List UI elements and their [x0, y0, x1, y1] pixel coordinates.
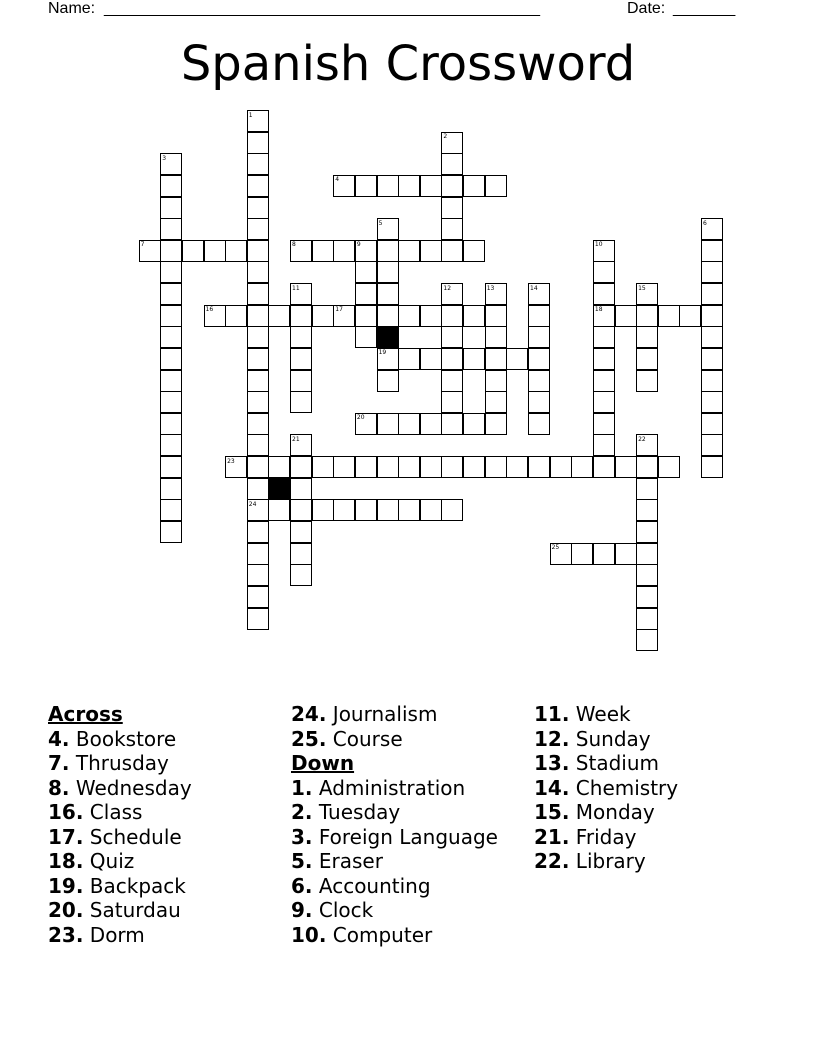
crossword-cell[interactable]: [398, 175, 420, 197]
crossword-cell[interactable]: [463, 413, 485, 435]
crossword-cell[interactable]: [355, 326, 377, 348]
cell-number: 24: [248, 500, 257, 508]
crossword-cell[interactable]: [528, 326, 550, 348]
crossword-cell[interactable]: [701, 456, 723, 478]
crossword-cell[interactable]: [377, 175, 399, 197]
crossword-cell[interactable]: [160, 348, 182, 370]
crossword-cell[interactable]: [636, 456, 658, 478]
crossword-cell[interactable]: [247, 608, 269, 630]
down-heading: Down: [291, 751, 355, 775]
crossword-cell[interactable]: [247, 326, 269, 348]
crossword-cell[interactable]: [160, 261, 182, 283]
crossword-cell[interactable]: [441, 370, 463, 392]
clue-number: 11.: [534, 702, 570, 726]
crossword-cell[interactable]: [550, 456, 572, 478]
crossword-cell[interactable]: [268, 456, 290, 478]
crossword-cell[interactable]: [701, 413, 723, 435]
clue-down-14: [534, 776, 678, 801]
crossword-cell[interactable]: [463, 305, 485, 327]
clue-number: 2.: [291, 800, 313, 824]
cell-number: 21: [292, 435, 300, 443]
clue-text: Dorm: [89, 922, 145, 947]
cell-number: 7: [140, 241, 145, 249]
cell-number: 17: [335, 306, 343, 314]
clue-across-4: [48, 727, 192, 752]
clue-down-9: [291, 898, 498, 923]
clue-number: 20.: [48, 898, 84, 922]
crossword-cell[interactable]: [247, 456, 269, 478]
cell-number: 8: [292, 241, 296, 249]
crossword-cell[interactable]: [441, 326, 463, 348]
clue-across-19: [48, 874, 192, 899]
crossword-cell[interactable]: [247, 370, 269, 392]
crossword-cell[interactable]: [247, 132, 269, 154]
crossword-cell[interactable]: [485, 413, 507, 435]
crossword-cell[interactable]: [485, 348, 507, 370]
crossword-cell[interactable]: [247, 305, 269, 327]
clue-text: Week: [575, 702, 631, 726]
clue-text: Quiz: [89, 849, 135, 873]
crossword-cell[interactable]: [290, 456, 312, 478]
crossword-cell[interactable]: [636, 521, 658, 543]
crossword-cell[interactable]: [463, 175, 485, 197]
crossword-cell[interactable]: [593, 434, 615, 456]
crossword-cell[interactable]: [420, 348, 442, 370]
clue-number: 4.: [48, 726, 70, 751]
cell-number: 23: [227, 457, 235, 465]
crossword-cell[interactable]: [593, 391, 615, 413]
name-label: Name:: [48, 0, 96, 17]
clue-number: 13.: [534, 751, 570, 775]
crossword-cell[interactable]: [485, 305, 507, 327]
clue-number: 7.: [48, 751, 70, 775]
crossword-cell[interactable]: [290, 391, 312, 413]
crossword-cell[interactable]: [593, 456, 615, 478]
crossword-cell[interactable]: [160, 456, 182, 478]
crossword-cell[interactable]: [615, 305, 637, 327]
cell-number: 25: [551, 544, 560, 552]
clue-text: Chemistry: [575, 775, 679, 800]
clue-text: Thrusday: [75, 751, 169, 775]
clue-number: 15.: [534, 800, 570, 824]
cell-number: 14: [530, 284, 538, 292]
cell-number: 3: [162, 154, 167, 162]
crossword-cell[interactable]: [593, 370, 615, 392]
crossword-cell[interactable]: [290, 326, 312, 348]
crossword-cell[interactable]: [398, 305, 420, 327]
cell-number: 18: [594, 306, 603, 314]
crossword-cell[interactable]: [528, 370, 550, 392]
crossword-cell[interactable]: [636, 564, 658, 586]
crossword-cell[interactable]: [247, 521, 269, 543]
crossword-cell[interactable]: [701, 434, 723, 456]
clue-number: 12.: [534, 726, 570, 751]
crossword-cell[interactable]: [593, 283, 615, 305]
crossword-cell[interactable]: [398, 240, 420, 262]
clue-down-15: [534, 800, 678, 825]
crossword-cell[interactable]: [247, 564, 269, 586]
crossword-cell[interactable]: [377, 261, 399, 283]
cell-number: 12: [443, 284, 452, 292]
clue-text: Bookstore: [75, 726, 177, 751]
crossword-cell[interactable]: [268, 499, 290, 521]
clue-down-10: [291, 923, 498, 948]
clue-across-18: [48, 849, 192, 874]
clue-number: 16.: [48, 800, 84, 824]
cell-number: 15: [638, 284, 646, 292]
crossword-cell[interactable]: [247, 478, 269, 500]
crossword-cell[interactable]: [160, 499, 182, 521]
crossword-cell[interactable]: [247, 543, 269, 565]
crossword-cell[interactable]: [701, 305, 723, 327]
crossword-cell[interactable]: [636, 326, 658, 348]
crossword-cell[interactable]: [701, 240, 723, 262]
clue-number: 22.: [534, 849, 570, 873]
crossword-cell[interactable]: [679, 305, 701, 327]
clue-number: 10.: [291, 922, 327, 947]
crossword-cell[interactable]: [377, 413, 399, 435]
crossword-cell[interactable]: [225, 305, 247, 327]
clue-across-25: [291, 727, 498, 752]
crossword-cell[interactable]: [160, 370, 182, 392]
clue-number: 1.: [291, 775, 313, 800]
clue-text: Clock: [318, 898, 374, 922]
clue-across-24: [291, 702, 498, 727]
crossword-cell[interactable]: [160, 240, 182, 262]
crossword-cell[interactable]: [160, 197, 182, 219]
clue-text: Sunday: [575, 726, 651, 751]
clue-down-11: [534, 702, 678, 727]
crossword-cell[interactable]: [485, 370, 507, 392]
clue-across-23: [48, 923, 192, 948]
crossword-cell[interactable]: [636, 499, 658, 521]
clue-number: 18.: [48, 849, 84, 873]
clue-number: 17.: [48, 824, 84, 849]
crossword-block: [377, 326, 399, 348]
clue-column-1: [48, 702, 192, 947]
crossword-cell[interactable]: [420, 456, 442, 478]
cell-number: 11: [292, 284, 300, 292]
crossword-cell[interactable]: [636, 305, 658, 327]
clue-down-22: [534, 849, 678, 874]
crossword-cell[interactable]: [701, 348, 723, 370]
crossword-cell[interactable]: [636, 629, 658, 651]
crossword-cell[interactable]: [485, 175, 507, 197]
crossword-cell[interactable]: [355, 456, 377, 478]
crossword-cell[interactable]: [420, 499, 442, 521]
crossword-cell[interactable]: [247, 153, 269, 175]
crossword-cell[interactable]: [377, 499, 399, 521]
cell-number: 4: [335, 176, 340, 184]
crossword-cell[interactable]: [333, 456, 355, 478]
crossword-cell[interactable]: [701, 261, 723, 283]
crossword-cell[interactable]: [528, 391, 550, 413]
crossword-cell[interactable]: [355, 283, 377, 305]
cell-number: 13: [486, 284, 495, 292]
clue-down-12: [534, 727, 678, 752]
clue-text: Tuesday: [318, 800, 401, 824]
clue-text: Foreign Language: [318, 824, 498, 849]
crossword-cell[interactable]: [571, 543, 593, 565]
page-title: Spanish Crossword: [180, 36, 636, 92]
clue-down-6: [291, 874, 498, 899]
crossword-cell[interactable]: [160, 521, 182, 543]
crossword-cell[interactable]: [247, 261, 269, 283]
crossword-cell[interactable]: [247, 434, 269, 456]
crossword-cell[interactable]: [290, 521, 312, 543]
crossword-cell[interactable]: [441, 175, 463, 197]
crossword-cell[interactable]: [247, 413, 269, 435]
clue-text: Wednesday: [75, 775, 192, 800]
cell-number: 9: [356, 241, 361, 249]
crossword-cell[interactable]: [160, 218, 182, 240]
clue-number: 23.: [48, 922, 84, 947]
crossword-cell[interactable]: [290, 348, 312, 370]
clue-column-3: [534, 702, 678, 874]
crossword-cell[interactable]: [160, 175, 182, 197]
crossword-cell[interactable]: [658, 305, 680, 327]
clue-text: Class: [89, 800, 143, 824]
crossword-cell[interactable]: [290, 305, 312, 327]
clue-down-3: [291, 825, 498, 850]
crossword-cell[interactable]: [528, 456, 550, 478]
clue-number: 24.: [291, 702, 327, 726]
crossword-cell[interactable]: [160, 413, 182, 435]
crossword-cell[interactable]: [701, 326, 723, 348]
crossword-cell[interactable]: [377, 283, 399, 305]
crossword-cell[interactable]: [355, 261, 377, 283]
crossword-cell[interactable]: [441, 153, 463, 175]
crossword-cell[interactable]: [160, 391, 182, 413]
crossword-cell[interactable]: [441, 456, 463, 478]
crossword-cell[interactable]: [615, 456, 637, 478]
crossword-cell[interactable]: [160, 283, 182, 305]
crossword-cell[interactable]: [160, 305, 182, 327]
crossword-cell[interactable]: [312, 240, 334, 262]
cell-number: 19: [378, 349, 387, 357]
crossword-cell[interactable]: [571, 456, 593, 478]
crossword-cell[interactable]: [398, 456, 420, 478]
clue-text: Eraser: [318, 849, 383, 873]
clue-down-13: [534, 751, 678, 776]
crossword-cell[interactable]: [593, 543, 615, 565]
crossword-cell[interactable]: [463, 456, 485, 478]
crossword-cell[interactable]: [377, 240, 399, 262]
clue-number: 3.: [291, 824, 313, 849]
crossword-cell[interactable]: [182, 240, 204, 262]
crossword-cell[interactable]: [701, 370, 723, 392]
crossword-cell[interactable]: [268, 305, 290, 327]
clue-number: 5.: [291, 849, 313, 873]
crossword-cell[interactable]: [441, 240, 463, 262]
crossword-cell[interactable]: [160, 478, 182, 500]
cell-number: 2: [443, 133, 448, 141]
name-line[interactable]: _________________________________________________: [104, 0, 541, 17]
crossword-cell[interactable]: [441, 197, 463, 219]
clue-number: 6.: [291, 873, 313, 898]
crossword-cell[interactable]: [355, 175, 377, 197]
crossword-cell[interactable]: [593, 326, 615, 348]
crossword-cell[interactable]: [485, 456, 507, 478]
crossword-cell[interactable]: [377, 370, 399, 392]
crossword-cell[interactable]: [160, 326, 182, 348]
clue-across-20: [48, 898, 192, 923]
crossword-cell[interactable]: [160, 434, 182, 456]
crossword-cell[interactable]: [312, 305, 334, 327]
crossword-cell[interactable]: [441, 391, 463, 413]
crossword-cell[interactable]: [247, 240, 269, 262]
crossword-cell[interactable]: [420, 175, 442, 197]
crossword-cell[interactable]: [636, 478, 658, 500]
clue-across-17: [48, 825, 192, 850]
crossword-cell[interactable]: [290, 478, 312, 500]
crossword-cell[interactable]: [485, 326, 507, 348]
crossword-cell[interactable]: [355, 499, 377, 521]
crossword-cell[interactable]: [355, 305, 377, 327]
clue-text: Journalism: [332, 702, 438, 726]
clue-number: 14.: [534, 775, 570, 800]
crossword-cell[interactable]: [247, 197, 269, 219]
clue-text: Monday: [575, 800, 655, 824]
clue-across-16: [48, 800, 192, 825]
across-heading: Across: [48, 702, 123, 726]
crossword-cell[interactable]: [247, 218, 269, 240]
cell-number: 5: [378, 219, 383, 227]
crossword-cell[interactable]: [701, 391, 723, 413]
crossword-cell[interactable]: [312, 456, 334, 478]
crossword-cell[interactable]: [636, 543, 658, 565]
crossword-cell[interactable]: [333, 499, 355, 521]
cell-number: 10: [594, 241, 603, 249]
crossword-cell[interactable]: [247, 391, 269, 413]
crossword-cell[interactable]: [247, 586, 269, 608]
crossword-cell[interactable]: [204, 240, 226, 262]
crossword-cell[interactable]: [593, 261, 615, 283]
date-line[interactable]: _______: [673, 0, 736, 17]
crossword-cell[interactable]: [290, 370, 312, 392]
crossword-cell[interactable]: [636, 348, 658, 370]
clue-number: 9.: [291, 898, 313, 922]
cell-number: 20: [356, 414, 365, 422]
crossword-cell[interactable]: [441, 305, 463, 327]
clue-down-5: [291, 849, 498, 874]
crossword-cell[interactable]: [636, 608, 658, 630]
crossword-cell[interactable]: [528, 305, 550, 327]
crossword-cell[interactable]: [312, 499, 334, 521]
clue-number: 25.: [291, 726, 327, 751]
cell-number: 22: [638, 435, 646, 443]
crossword-cell[interactable]: [377, 305, 399, 327]
crossword-cell[interactable]: [701, 283, 723, 305]
cell-number: 16: [205, 306, 214, 314]
crossword-cell[interactable]: [377, 456, 399, 478]
clue-number: 21.: [534, 824, 570, 849]
crossword-cell[interactable]: [420, 413, 442, 435]
clue-across-7: [48, 751, 192, 776]
clue-text: Saturdau: [89, 898, 181, 922]
crossword-cell[interactable]: [593, 348, 615, 370]
crossword-cell[interactable]: [290, 564, 312, 586]
clue-down-2: [291, 800, 498, 825]
clue-down-1: [291, 776, 498, 801]
crossword-cell[interactable]: [290, 543, 312, 565]
clue-text: Friday: [575, 824, 637, 849]
clue-number: 19.: [48, 873, 84, 898]
crossword-cell[interactable]: [420, 305, 442, 327]
crossword-cell[interactable]: [615, 543, 637, 565]
crossword-cell[interactable]: [528, 348, 550, 370]
crossword-cell[interactable]: [506, 348, 528, 370]
cell-number: 1: [248, 111, 253, 119]
date-label: Date:: [627, 0, 666, 17]
crossword-cell[interactable]: [636, 586, 658, 608]
clue-text: Backpack: [89, 873, 186, 898]
crossword-cell[interactable]: [441, 499, 463, 521]
crossword-cell[interactable]: [398, 413, 420, 435]
crossword-cell[interactable]: [398, 499, 420, 521]
clue-text: Administration: [318, 775, 466, 800]
crossword-cell[interactable]: [398, 348, 420, 370]
clue-text: Course: [332, 726, 403, 751]
crossword-cell[interactable]: [463, 348, 485, 370]
crossword-cell[interactable]: [593, 413, 615, 435]
clue-down-21: [534, 825, 678, 850]
clue-text: Stadium: [575, 751, 659, 775]
clue-across-8: [48, 776, 192, 801]
crossword-cell[interactable]: [506, 456, 528, 478]
crossword-cell[interactable]: [528, 413, 550, 435]
crossword-cell[interactable]: [290, 499, 312, 521]
cell-number: 6: [703, 219, 707, 227]
crossword-cell[interactable]: [485, 391, 507, 413]
crossword-cell[interactable]: [463, 240, 485, 262]
crossword-cell[interactable]: [441, 413, 463, 435]
crossword-cell[interactable]: [658, 456, 680, 478]
clue-text: Computer: [332, 922, 433, 947]
clue-text: Accounting: [318, 873, 431, 898]
crossword-cell[interactable]: [225, 240, 247, 262]
crossword-cell[interactable]: [247, 348, 269, 370]
clue-text: Library: [575, 849, 646, 873]
crossword-cell[interactable]: [420, 240, 442, 262]
crossword-cell[interactable]: [247, 175, 269, 197]
crossword-cell[interactable]: [441, 348, 463, 370]
crossword-cell[interactable]: [636, 370, 658, 392]
clue-column-2: [291, 702, 498, 947]
crossword-cell[interactable]: [333, 240, 355, 262]
clue-text: Schedule: [89, 824, 182, 849]
crossword-cell[interactable]: [441, 218, 463, 240]
clue-number: 8.: [48, 775, 70, 800]
crossword-cell[interactable]: [247, 283, 269, 305]
crossword-block: [268, 478, 290, 500]
